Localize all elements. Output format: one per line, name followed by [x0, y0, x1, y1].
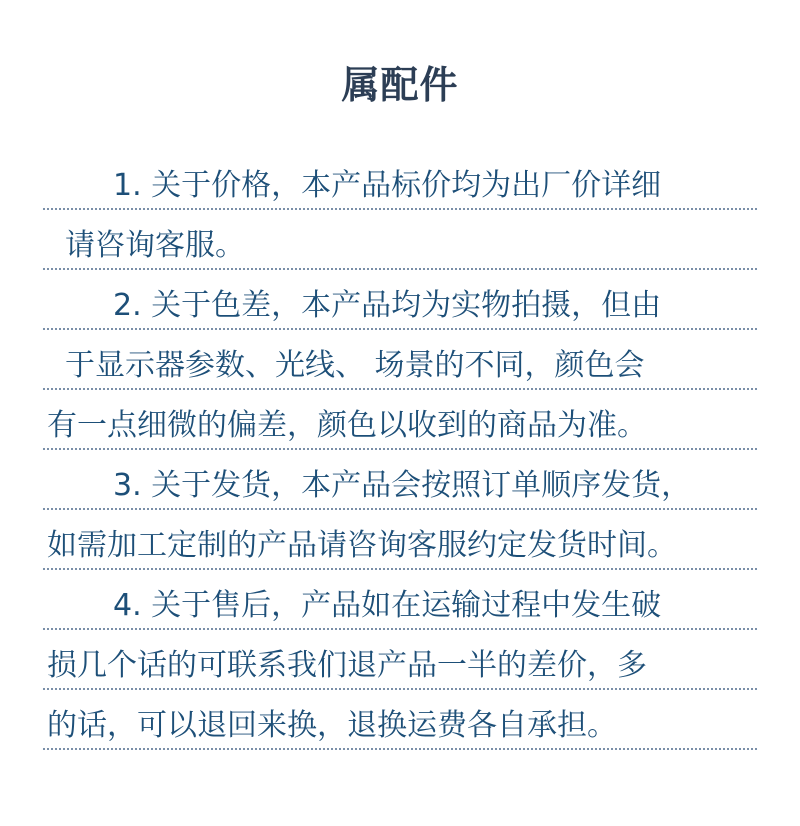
notice-line-text: 2. 关于色差，本产品均为实物拍摄，但由 — [113, 288, 662, 323]
notice-list — [43, 150, 757, 750]
notice-line-text: 的话，可以退回来换，退换运费各自承担。 — [47, 708, 617, 743]
notice-line-text: 1. 关于价格，本产品标价均为出厂价详细 — [113, 168, 662, 203]
notice-line — [43, 390, 757, 450]
notice-line — [43, 570, 757, 630]
notice-line-text: 4. 关于售后，产品如在运输过程中发生破 — [113, 588, 662, 623]
notice-line — [43, 210, 757, 270]
notice-line — [43, 450, 757, 510]
notice-line — [43, 510, 757, 570]
notice-line — [43, 690, 757, 750]
notice-line-text: 于显示器参数、光线、 场景的不同，颜色会 — [65, 348, 645, 383]
notice-line-text: 3. 关于发货，本产品会按照订单顺序发货， — [113, 468, 692, 503]
notice-line — [43, 270, 757, 330]
notice-line — [43, 630, 757, 690]
notice-line — [43, 330, 757, 390]
page-title: 属配件 — [341, 63, 459, 107]
notice-line — [43, 150, 757, 210]
notice-line-text: 请咨询客服。 — [65, 228, 245, 263]
notice-line-text: 如需加工定制的产品请咨询客服约定发货时间。 — [47, 528, 677, 563]
notice-line-text: 损几个话的可联系我们退产品一半的差价，多 — [47, 648, 647, 683]
notice-line-text: 有一点细微的偏差，颜色以收到的商品为准。 — [47, 408, 647, 443]
